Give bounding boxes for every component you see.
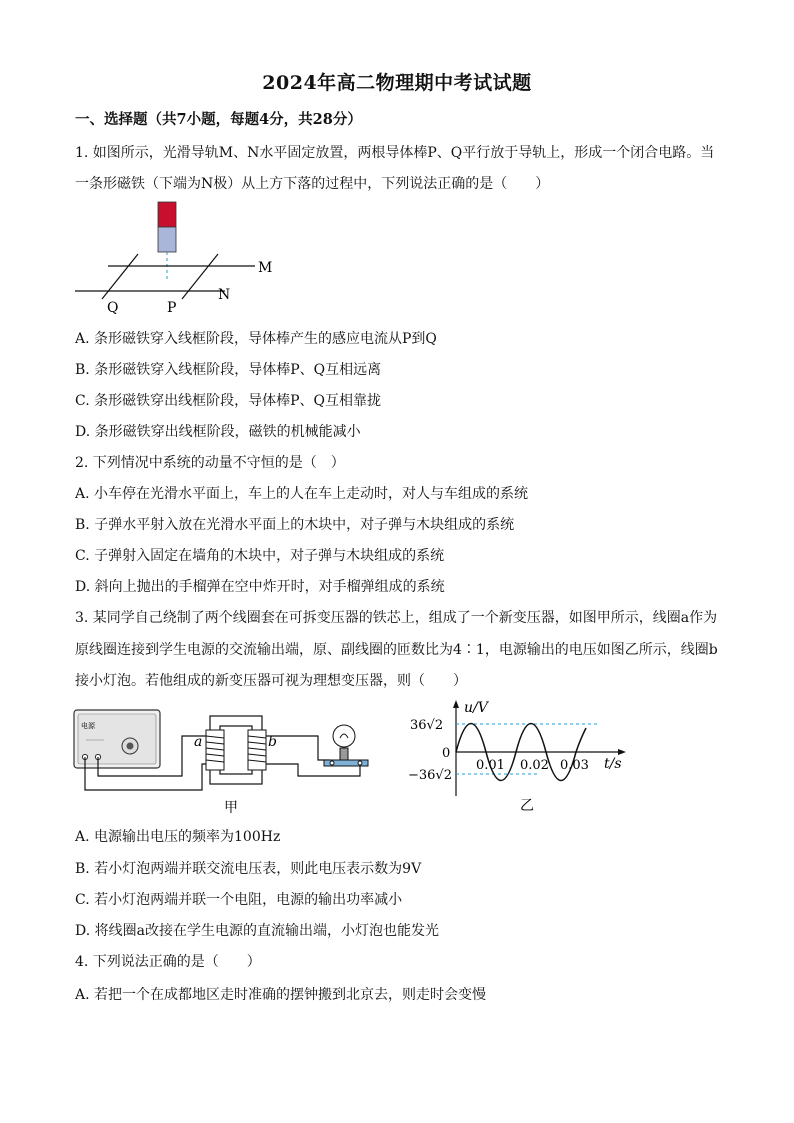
tick-label-2: 0.02 <box>520 758 549 773</box>
label-m: M <box>258 260 273 276</box>
section-heading: 一、选择题（共7小题，每题4分，共28分） <box>75 111 362 128</box>
q3-figure-yi <box>408 696 638 814</box>
fig-yi-caption: 乙 <box>520 798 534 814</box>
magnet-north <box>158 202 176 227</box>
q1-stem-line2: 一条形磁铁（下端为N极）从上方下落的过程中，下列说法正确的是（ ） <box>75 176 550 192</box>
q2-option-d: D. 斜向上抛出的手榴弹在空中炸开时，对手榴弹组成的系统 <box>75 579 445 595</box>
q1-option-c: C. 条形磁铁穿出线框阶段，导体棒P、Q互相靠拢 <box>75 393 382 409</box>
q1-option-a: A. 条形磁铁穿入线框阶段，导体棒产生的感应电流从P到Q <box>75 331 437 347</box>
rod-p <box>182 254 218 299</box>
q3-figure-jia <box>70 700 390 820</box>
magnet-south <box>158 227 176 252</box>
label-n: N <box>218 287 231 303</box>
power-supply-label: 电源 <box>81 722 95 730</box>
coil-b <box>248 730 266 770</box>
y-max-label: 36√2 <box>410 718 444 733</box>
rod-q <box>102 254 138 299</box>
tick-label-1: 0.01 <box>476 758 505 773</box>
y-axis-label: u/V <box>464 700 488 716</box>
q3-option-a: A. 电源输出电压的频率为100Hz <box>75 829 281 845</box>
coil-a-label: a <box>194 734 203 750</box>
q2-option-a: A. 小车停在光滑水平面上，车上的人在车上走动时，对人与车组成的系统 <box>75 486 529 502</box>
q1-option-b: B. 条形磁铁穿入线框阶段，导体棒P、Q互相远离 <box>75 362 382 378</box>
page-title: 2024年高二物理期中考试试题 <box>262 72 532 94</box>
q4-option-a: A. 若把一个在成都地区走时准确的摆钟搬到北京去，则走时会变慢 <box>75 987 487 1003</box>
q2-stem: 2. 下列情况中系统的动量不守恒的是（ ） <box>75 455 345 471</box>
y-min-label: −36√2 <box>408 768 452 783</box>
q3-stem-line1: 3. 某同学自己绕制了两个线圈套在可拆变压器的铁芯上，组成了一个新变压器，如图甲所示，线圈a作为 <box>75 610 718 626</box>
q3-option-d: D. 将线圈a改接在学生电源的直流输出端，小灯泡也能发光 <box>75 923 439 939</box>
q1-stem-line1: 1. 如图所示，光滑导轨M、N水平固定放置，两根导体棒P、Q平行放于导轨上，形成一个闭合电路。当 <box>75 145 715 161</box>
bulb <box>324 725 368 766</box>
q4-stem: 4. 下列说法正确的是（ ） <box>75 954 261 970</box>
q3-option-c: C. 若小灯泡两端并联一个电阻，电源的输出功率减小 <box>75 892 403 908</box>
label-q: Q <box>107 300 119 316</box>
q2-option-b: B. 子弹水平射入放在光滑水平面上的木块中，对子弹与木块组成的系统 <box>75 517 515 533</box>
q3-stem-line2: 原线圈连接到学生电源的交流输出端，原、副线圈的匝数比为4∶1，电源输出的电压如图乙所示，线圈b <box>75 642 718 658</box>
q1-figure <box>70 196 290 318</box>
tick-label-3: 0.03 <box>560 758 589 773</box>
q3-stem-line3: 接小灯泡。若他组成的新变压器可视为理想变压器，则（ ） <box>75 673 467 689</box>
q3-option-b: B. 若小灯泡两端并联交流电压表，则此电压表示数为9V <box>75 861 422 877</box>
label-p: P <box>167 300 177 316</box>
origin-label: 0 <box>442 746 451 761</box>
q2-option-c: C. 子弹射入固定在墙角的木块中，对子弹与木块组成的系统 <box>75 548 445 564</box>
coil-b-label: b <box>268 734 277 750</box>
fig-jia-caption: 甲 <box>224 800 238 816</box>
x-axis-label: t/s <box>604 756 622 772</box>
q1-option-d: D. 条形磁铁穿出线框阶段，磁铁的机械能减小 <box>75 424 361 440</box>
coil-a <box>206 730 224 770</box>
